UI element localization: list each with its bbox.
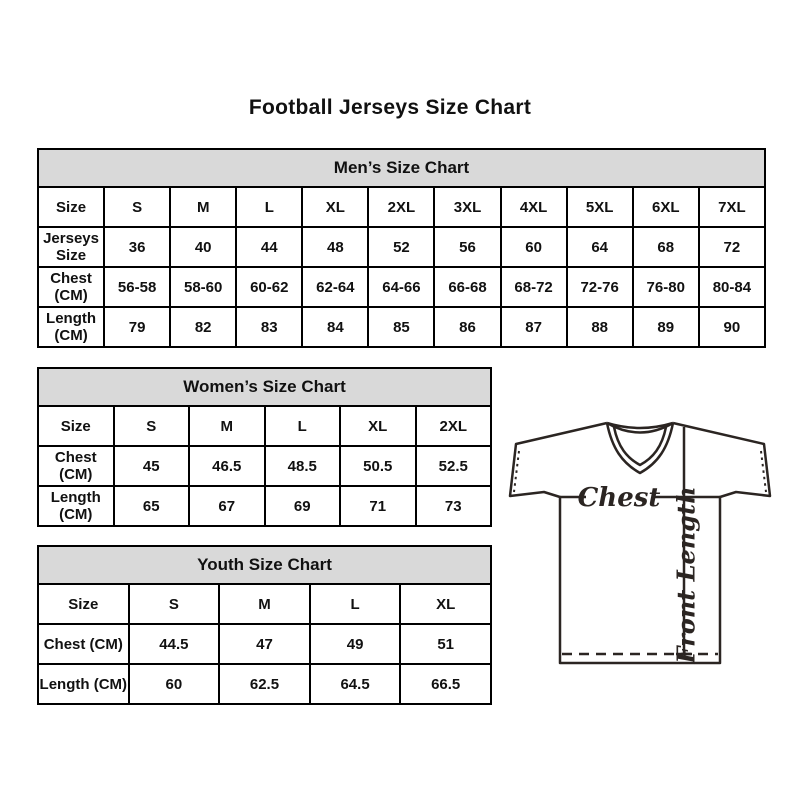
- womens-value-cell: 52.5: [416, 446, 492, 486]
- womens-row-0: [38, 406, 491, 446]
- mens-size-header: 6XL: [633, 187, 699, 227]
- womens-value-cell: 46.5: [189, 446, 265, 486]
- youth-value-cell: 66.5: [400, 664, 491, 704]
- mens-value-cell: 83: [236, 307, 302, 347]
- youth-row-0: [38, 584, 491, 624]
- womens-value-cell: 50.5: [340, 446, 416, 486]
- chest-label: Chest: [577, 483, 661, 513]
- mens-value-cell: 72-76: [567, 267, 633, 307]
- mens-value-cell: 56-58: [104, 267, 170, 307]
- mens-value-cell: 89: [633, 307, 699, 347]
- womens-size-header: M: [189, 406, 265, 446]
- youth-table-title: Youth Size Chart: [38, 546, 491, 584]
- mens-row-label: Jerseys Size: [38, 227, 104, 267]
- youth-size-table: [37, 545, 492, 705]
- youth-title-row: [38, 546, 491, 584]
- youth-value-cell: 64.5: [310, 664, 401, 704]
- mens-size-header: 4XL: [501, 187, 567, 227]
- mens-row-3: [38, 307, 765, 347]
- womens-value-cell: 48.5: [265, 446, 341, 486]
- mens-value-cell: 84: [302, 307, 368, 347]
- mens-value-cell: 62-64: [302, 267, 368, 307]
- mens-row-2: [38, 267, 765, 307]
- youth-row-label: Size: [38, 584, 129, 624]
- mens-value-cell: 36: [104, 227, 170, 267]
- youth-size-header: XL: [400, 584, 491, 624]
- mens-row-0: [38, 187, 765, 227]
- youth-value-cell: 47: [219, 624, 310, 664]
- mens-size-header: S: [104, 187, 170, 227]
- mens-row-label: Chest (CM): [38, 267, 104, 307]
- mens-value-cell: 90: [699, 307, 765, 347]
- youth-size-header: L: [310, 584, 401, 624]
- mens-size-header: L: [236, 187, 302, 227]
- youth-value-cell: 62.5: [219, 664, 310, 704]
- womens-row-label: Size: [38, 406, 114, 446]
- mens-value-cell: 87: [501, 307, 567, 347]
- mens-value-cell: 64-66: [368, 267, 434, 307]
- mens-size-header: M: [170, 187, 236, 227]
- womens-size-header: L: [265, 406, 341, 446]
- womens-value-cell: 45: [114, 446, 190, 486]
- womens-row-2: [38, 486, 491, 526]
- mens-value-cell: 76-80: [633, 267, 699, 307]
- youth-value-cell: 51: [400, 624, 491, 664]
- mens-size-header: 7XL: [699, 187, 765, 227]
- youth-row-label: Length (CM): [38, 664, 129, 704]
- youth-row-1: [38, 624, 491, 664]
- youth-size-header: M: [219, 584, 310, 624]
- womens-size-table: [37, 367, 492, 527]
- womens-value-cell: 65: [114, 486, 190, 526]
- mens-size-table: [37, 148, 766, 348]
- jersey-measurement-diagram: [500, 410, 780, 675]
- mens-title-row: [38, 149, 765, 187]
- mens-value-cell: 86: [434, 307, 500, 347]
- mens-value-cell: 56: [434, 227, 500, 267]
- mens-value-cell: 66-68: [434, 267, 500, 307]
- mens-row-label: Length (CM): [38, 307, 104, 347]
- womens-title-row: [38, 368, 491, 406]
- mens-size-header: 2XL: [368, 187, 434, 227]
- mens-value-cell: 40: [170, 227, 236, 267]
- mens-value-cell: 60-62: [236, 267, 302, 307]
- youth-size-header: S: [129, 584, 220, 624]
- mens-value-cell: 68-72: [501, 267, 567, 307]
- mens-value-cell: 64: [567, 227, 633, 267]
- mens-table-title: Men’s Size Chart: [38, 149, 765, 187]
- mens-value-cell: 60: [501, 227, 567, 267]
- mens-size-header: 3XL: [434, 187, 500, 227]
- mens-row-1: [38, 227, 765, 267]
- youth-value-cell: 44.5: [129, 624, 220, 664]
- youth-value-cell: 60: [129, 664, 220, 704]
- womens-row-1: [38, 446, 491, 486]
- womens-size-header: 2XL: [416, 406, 492, 446]
- womens-size-header: XL: [340, 406, 416, 446]
- mens-value-cell: 48: [302, 227, 368, 267]
- mens-value-cell: 82: [170, 307, 236, 347]
- jersey-sketch: [500, 410, 780, 675]
- youth-row-label: Chest (CM): [38, 624, 129, 664]
- mens-value-cell: 80-84: [699, 267, 765, 307]
- womens-value-cell: 67: [189, 486, 265, 526]
- mens-value-cell: 72: [699, 227, 765, 267]
- mens-value-cell: 79: [104, 307, 170, 347]
- mens-row-label: Size: [38, 187, 104, 227]
- womens-row-label: Length (CM): [38, 486, 114, 526]
- mens-value-cell: 44: [236, 227, 302, 267]
- womens-size-header: S: [114, 406, 190, 446]
- womens-row-label: Chest (CM): [38, 446, 114, 486]
- mens-value-cell: 58-60: [170, 267, 236, 307]
- womens-value-cell: 69: [265, 486, 341, 526]
- womens-value-cell: 73: [416, 486, 492, 526]
- mens-size-header: XL: [302, 187, 368, 227]
- womens-table-title: Women’s Size Chart: [38, 368, 491, 406]
- front-length-label: Front Length: [671, 486, 701, 664]
- mens-value-cell: 68: [633, 227, 699, 267]
- womens-value-cell: 71: [340, 486, 416, 526]
- mens-value-cell: 85: [368, 307, 434, 347]
- youth-value-cell: 49: [310, 624, 401, 664]
- mens-value-cell: 88: [567, 307, 633, 347]
- mens-value-cell: 52: [368, 227, 434, 267]
- youth-row-2: [38, 664, 491, 704]
- page-title: Football Jerseys Size Chart: [248, 96, 532, 119]
- mens-size-header: 5XL: [567, 187, 633, 227]
- jersey-outline: [510, 423, 770, 663]
